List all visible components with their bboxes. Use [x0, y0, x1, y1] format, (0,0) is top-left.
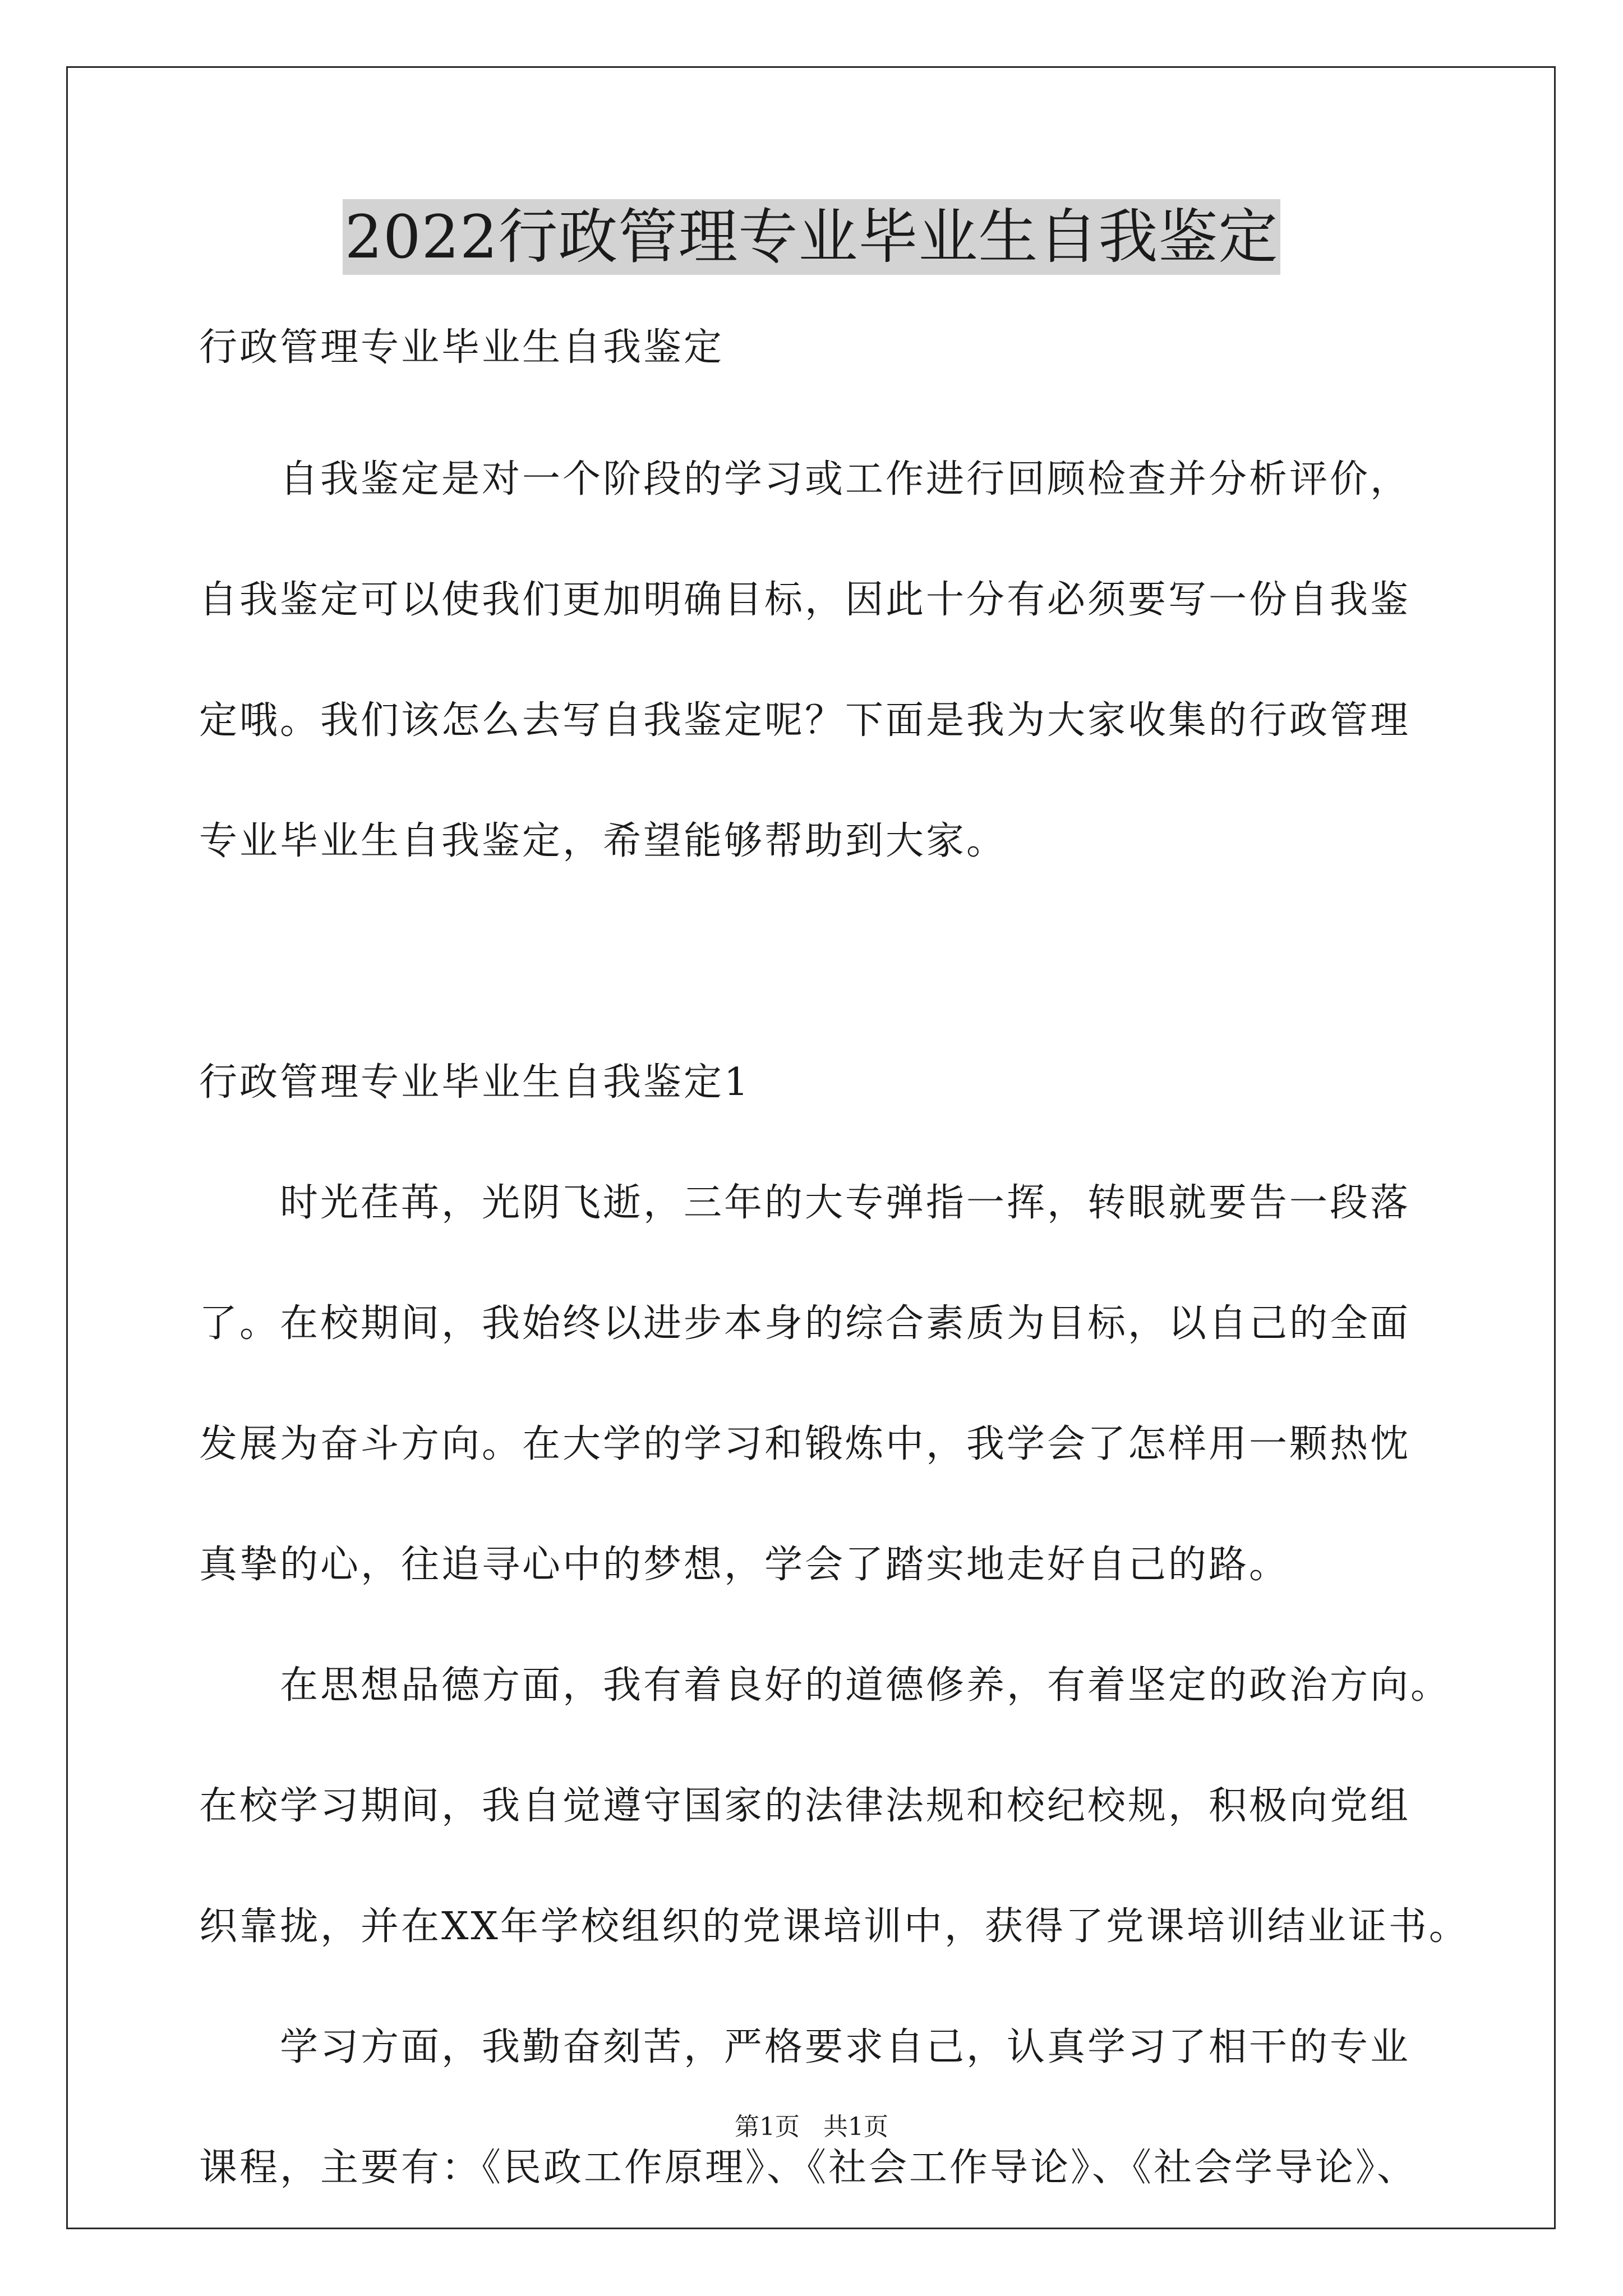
page-footer — [0, 2110, 1623, 2144]
page-number: 第1页 — [735, 2113, 800, 2141]
paragraph-line: 在校学习期间，我自觉遵守国家的法律法规和校纪校规，积极向党组 — [199, 1784, 1411, 1828]
paragraph-line: 定哦。我们该怎么去写自我鉴定呢？下面是我为大家收集的行政管理 — [199, 698, 1411, 743]
paragraph-line: 课程，主要有：《民政工作原理》、《社会工作导论》、《社会学导论》、 — [199, 2146, 1418, 2190]
paragraph-line: 在思想品德方面，我有着良好的道德修养，有着坚定的政治方向。 — [199, 1663, 1451, 1708]
paragraph-line: 真挚的心，往追寻心中的梦想，学会了踏实地走好自己的路。 — [199, 1543, 1290, 1587]
paragraph-line: 发展为奋斗方向。在大学的学习和锻炼中，我学会了怎样用一颗热忱 — [199, 1422, 1411, 1466]
document-title: 2022行政管理专业毕业生自我鉴定 — [343, 199, 1281, 275]
paragraph-line: 时光荏苒，光阴飞逝，三年的大专弹指一挥，转眼就要告一段落 — [199, 1181, 1411, 1225]
paragraph-line: 了。在校期间，我始终以进步本身的综合素质为目标，以自己的全面 — [199, 1301, 1411, 1346]
page-total: 共1页 — [823, 2113, 888, 2141]
paragraph-line: 自我鉴定是对一个阶段的学习或工作进行回顾检查并分析评价， — [199, 457, 1411, 501]
section-heading-intro: 行政管理专业毕业生自我鉴定 — [199, 325, 725, 370]
paragraph-line: 专业毕业生自我鉴定，希望能够帮助到大家。 — [199, 819, 1007, 863]
paragraph-line: 学习方面，我勤奋刻苦，严格要求自己，认真学习了相干的专业 — [199, 2025, 1411, 2069]
section-heading-1: 行政管理专业毕业生自我鉴定1 — [199, 1060, 751, 1105]
title-container — [0, 199, 1623, 275]
paragraph-line: 自我鉴定可以使我们更加明确目标，因此十分有必须要写一份自我鉴 — [199, 578, 1411, 622]
paragraph-line: 织靠拢，并在XX年学校组织的党课培训中，获得了党课培训结业证书。 — [199, 1904, 1469, 1949]
